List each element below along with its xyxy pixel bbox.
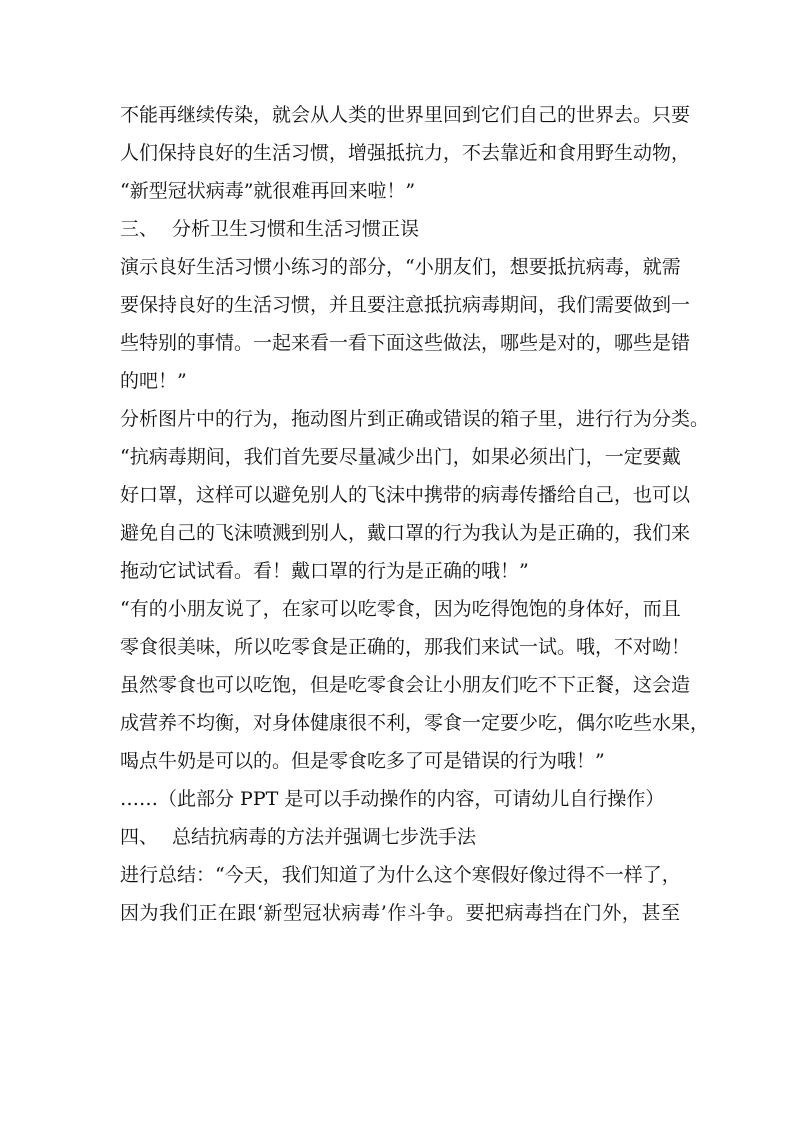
section-title: 总结抗病毒的方法并强调七步洗手法 xyxy=(172,826,477,848)
text-line: “有的小朋友说了，在家可以吃零食，因为吃得饱饱的身体好，而且 xyxy=(120,598,681,620)
section-heading-4 xyxy=(120,818,680,856)
section-number: 三、 xyxy=(120,218,159,240)
section-4-body xyxy=(120,856,680,932)
text-line: 演示良好生活习惯小练习的部分，“小朋友们，想要抵抗病毒，就需 xyxy=(120,256,681,278)
text-line: 进行总结：“今天，我们知道了为什么这个寒假好像过得不一样了， xyxy=(120,864,681,886)
text-line: 不能再继续传染，就会从人类的世界里回到它们自己的世界去。只要 xyxy=(120,104,691,126)
text-line: 好口罩，这样可以避免别人的飞沫中携带的病毒传播给自己，也可以 xyxy=(120,484,691,506)
text-line: 避免自己的飞沫喷溅到别人，戴口罩的行为我认为是正确的，我们来 xyxy=(120,522,691,544)
section-number: 四、 xyxy=(120,826,159,848)
text-line: “抗病毒期间，我们首先要尽量减少出门，如果必须出门，一定要戴 xyxy=(120,446,681,468)
text-line: 喝点牛奶是可以的。但是零食吃多了可是错误的行为哦！” xyxy=(120,750,605,772)
text-line: 拖动它试试看。看！戴口罩的行为是正确的哦！” xyxy=(120,560,529,582)
text-line: 些特别的事情。一起来看一看下面这些做法，哪些是对的，哪些是错 xyxy=(120,332,691,354)
section-heading-3 xyxy=(120,210,680,248)
text-line: 虽然零食也可以吃饱，但是吃零食会让小朋友们吃不下正餐，这会造 xyxy=(120,674,691,696)
text-line: 零食很美味，所以吃零食是正确的，那我们来试一试。哦，不对呦！ xyxy=(120,636,691,658)
intro-paragraph xyxy=(120,96,691,210)
text-line: 要保持良好的生活习惯，并且要注意抵抗病毒期间，我们需要做到一 xyxy=(120,294,691,316)
text-line: 人们保持良好的生活习惯，增强抵抗力，不去靠近和食用野生动物， xyxy=(120,142,691,164)
document-body xyxy=(120,96,710,932)
text-line: ……（此部分 PPT 是可以手动操作的内容，可请幼儿自行操作） xyxy=(120,788,665,810)
section-title: 分析卫生习惯和生活习惯正误 xyxy=(172,218,420,240)
text-line: 成营养不均衡，对身体健康很不利，零食一定要少吃，偶尔吃些水果， xyxy=(120,712,710,734)
text-line: 的吧！” xyxy=(120,370,187,392)
text-line: 因为我们正在跟‘新型冠状病毒’作斗争。要把病毒挡在门外，甚至 xyxy=(120,902,680,924)
text-line: 分析图片中的行为，拖动图片到正确或错误的箱子里，进行行为分类。 xyxy=(120,408,710,430)
text-line: “新型冠状病毒”就很难再回来啦！” xyxy=(120,180,416,202)
section-3-body xyxy=(120,248,710,818)
